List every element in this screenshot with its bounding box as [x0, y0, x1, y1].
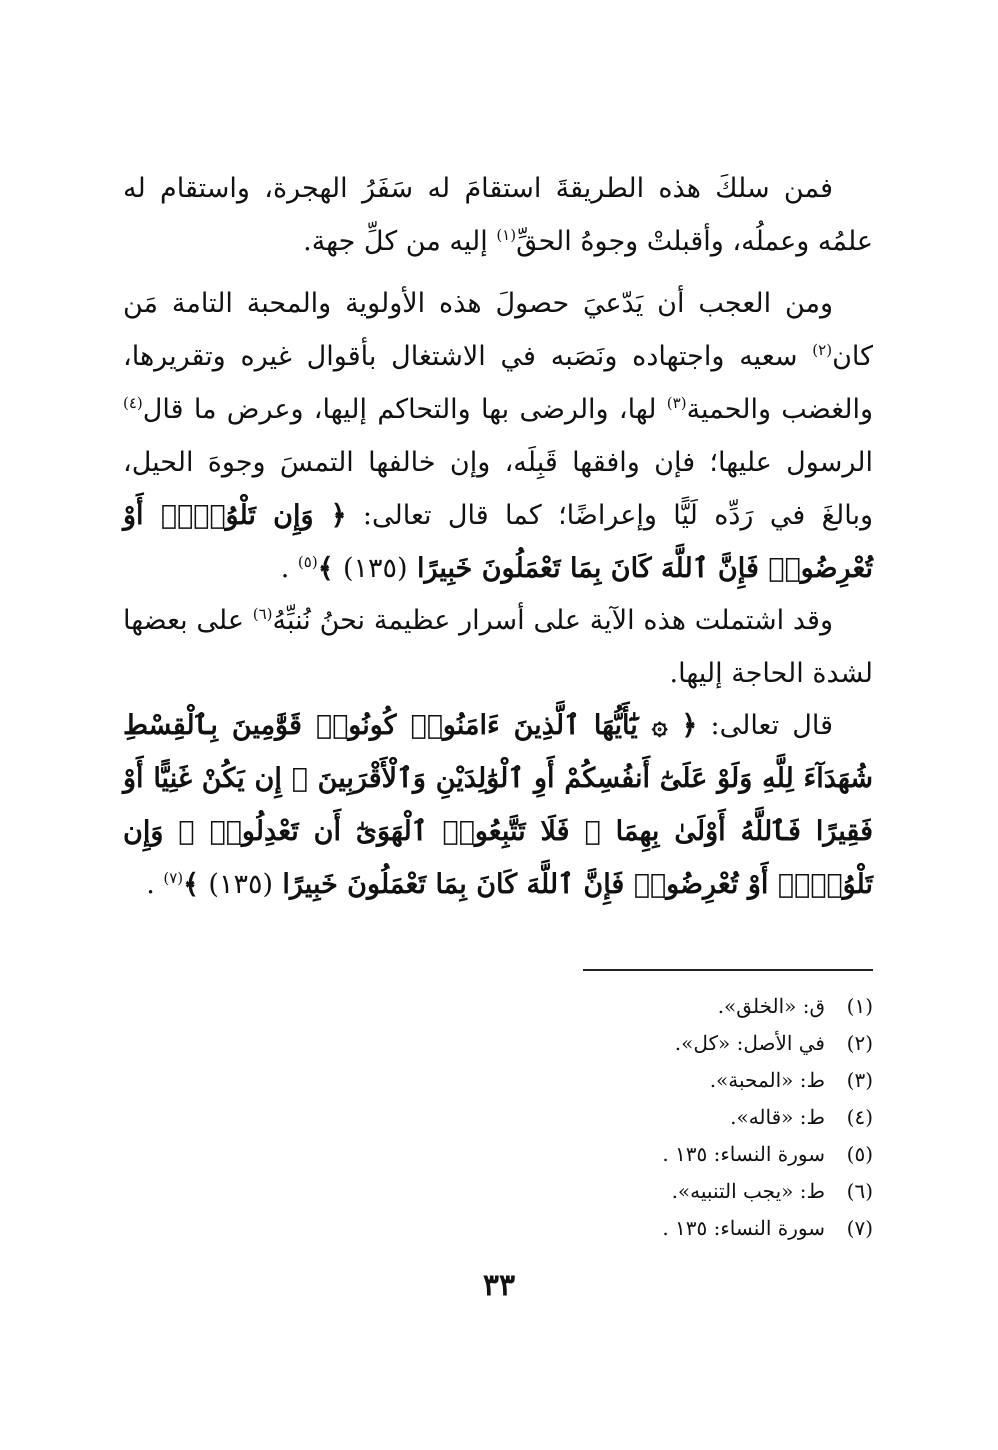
footnote-text: ط: «المحبة».	[709, 1068, 825, 1092]
paragraph-2-text-c: لها، والرضى بها والتحاكم إليها، وعرض ما قال	[142, 394, 667, 425]
verse-close-bracket-1: ﴾	[317, 553, 343, 584]
footnote-ref-1[interactable]: (١)	[496, 226, 517, 244]
quran-verse-2: يَٰٓأَيُّهَا ٱلَّذِينَ ءَامَنُوا۟ كُونُوا۟ قَوَّٰمِينَ بِٱلْقِسْطِ شُهَدَآءَ لِلَّهِ وَلَوْ عَلَىٰٓ أَنفُسِكُمْ أَوِ ٱلْوَٰلِدَيْنِ وَٱلْأَقْرَبِينَ ۚ إِن يَكُنْ غَنِيًّا أَوْ فَقِيرًا فَٱللَّهُ أَوْلَىٰ بِهِمَا ۖ فَلَا تَتَّبِعُوا۟ ٱلْهَوَىٰٓ أَن تَعْدِلُوا۟ ۚ وَإِن تَلْوُۥٓا۟ أَوْ تُعْرِضُوا۟ فَإِنَّ ٱللَّهَ كَانَ بِمَا تَعْمَلُونَ خَبِيرًا	[123, 710, 873, 900]
footnote-number: (٥)	[846, 1142, 873, 1166]
footnote-ref-4[interactable]: (٤)	[123, 394, 143, 412]
footnote-ref-7[interactable]: (٧)	[163, 869, 184, 887]
footnote-ref-5[interactable]: (٥)	[297, 553, 318, 571]
footnote-item	[473, 988, 873, 1025]
footnote-ref-2[interactable]: (٢)	[812, 341, 833, 359]
paragraph-2	[123, 277, 873, 595]
footnote-item	[473, 1099, 873, 1136]
footnote-text: في الأصل: «كل».	[674, 1031, 825, 1055]
paragraph-3	[123, 594, 873, 700]
footnote-text: سورة النساء: ١٣٥ .	[662, 1216, 825, 1240]
paragraph-1-text-end: إليه من كلِّ جهة.	[303, 226, 497, 257]
paragraph-2-text-end: .	[280, 553, 298, 584]
paragraph-1-text: فمن سلكَ هذه الطريقةَ استقامَ له سَفَرُ الهجرة، واستقام له علمُه وعملُه، وأقبلتْ وجوهُ الحقِّ	[123, 173, 873, 257]
paragraph-3-text-end: على بعضها لشدة الحاجة إليها.	[123, 605, 873, 689]
verse-number-ornament-2: (١٣٥)	[208, 869, 273, 900]
footnote-text: ط: «يجب التنبيه».	[671, 1179, 825, 1203]
paragraph-4-text-end: .	[146, 869, 164, 900]
footnote-item	[473, 1210, 873, 1247]
footnote-number: (٧)	[846, 1216, 873, 1240]
page-number: ٣٣	[482, 1268, 516, 1303]
footnote-number: (٤)	[846, 1105, 873, 1129]
footnote-item	[473, 1025, 873, 1062]
paragraph-2-text-a: ومن العجب أن يَدّعيَ حصولَ هذه الأولوية والمحبة التامة مَن كان	[123, 288, 873, 372]
footnotes-list	[473, 988, 873, 1247]
verse-close-bracket-2: ﴾	[183, 869, 209, 900]
footnote-number: (٣)	[846, 1068, 873, 1092]
footnote-separator	[583, 969, 873, 971]
paragraph-1	[123, 162, 873, 268]
footnote-number: (١)	[846, 994, 873, 1018]
footnote-item	[473, 1173, 873, 1210]
verse-number-ornament-1: (١٣٥)	[342, 553, 408, 584]
footnote-ref-6[interactable]: (٦)	[252, 605, 273, 623]
footnote-ref-3[interactable]: (٣)	[666, 394, 687, 412]
footnote-number: (٦)	[846, 1179, 873, 1203]
quran-verse-1: ﴿ وَإِن تَلْوُۥٓا۟ أَوْ تُعْرِضُوا۟ فَإِنَّ ٱللَّهَ كَانَ بِمَا تَعْمَلُونَ خَبِيرًا	[123, 500, 873, 584]
paragraph-4	[123, 699, 873, 911]
paragraph-3-text: وقد اشتملت هذه الآية على أسرار عظيمة نحنُ نُنبِّهُ	[272, 605, 833, 636]
footnote-item	[473, 1136, 873, 1173]
footnote-text: ق: «الخلق».	[717, 994, 825, 1018]
paragraph-4-text: قال تعالى:	[697, 710, 833, 741]
paragraph-2-text-d: الرسول عليها؛ فإن وافقها قَبِلَه، وإن خالفها التمسَ وجوهَ الحيل، وبالغَ في رَدِّه لَيًّا وإعراضًا؛ كما قال تعالى:	[123, 447, 874, 531]
footnote-text: سورة النساء: ١٣٥ .	[662, 1142, 825, 1166]
verse-open-bracket-2: ﴿ ۞	[637, 710, 698, 741]
footnote-number: (٢)	[846, 1031, 873, 1055]
paragraph-2-text-b: سعيه واجتهاده ونَصَبه في الاشتغال بأقوال غيره وتقريرها، والغضب والحمية	[123, 341, 873, 425]
footnote-item	[473, 1062, 873, 1099]
footnote-text: ط: «قاله».	[730, 1105, 825, 1129]
